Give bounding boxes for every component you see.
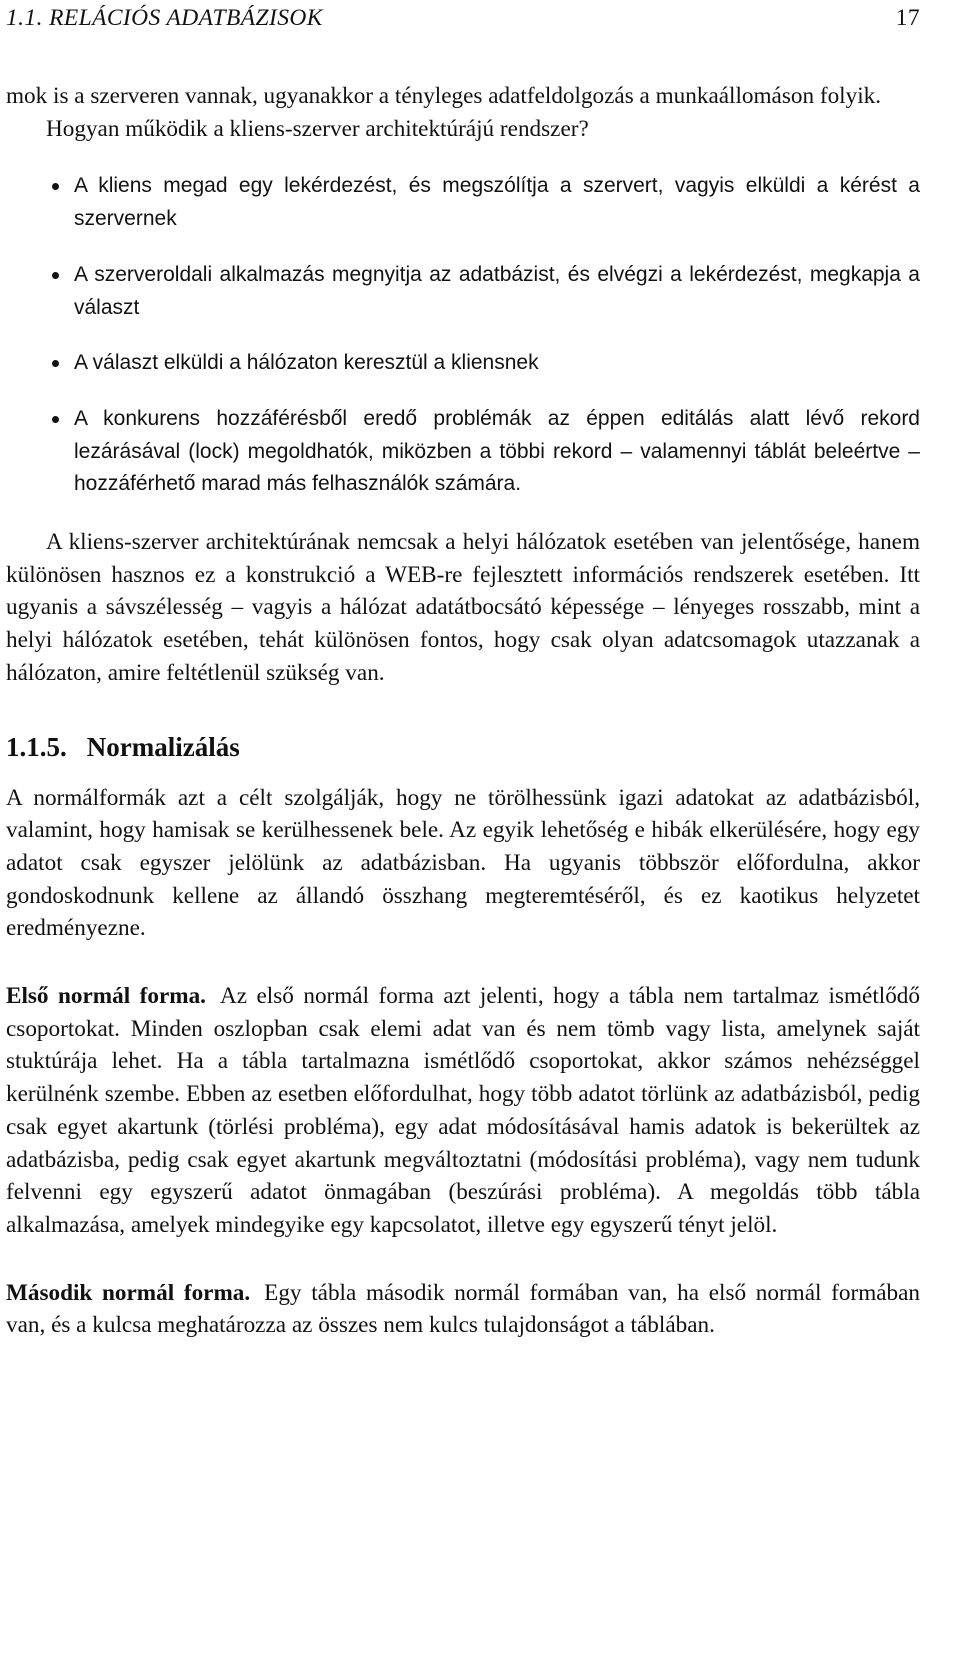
- page-number: 17: [895, 5, 920, 31]
- bullet-icon: [52, 272, 59, 279]
- paragraph-continuation: mok is a szerveren vannak, ugyanakkor a tényleges adatfeldolgozás a munkaállomáson folyik.: [6, 83, 882, 109]
- bullet-icon: [52, 416, 59, 423]
- section-title: Normalizálás: [86, 731, 240, 762]
- list-item: [6, 259, 920, 324]
- paragraph-second-normal-form: [6, 1277, 920, 1342]
- second-normal-form-text: Egy tábla második normál formában van, ha első normál formában van, és a kulcsa meghatározza az összes nem kulcs tulajdonságot a táblában.: [6, 1279, 920, 1339]
- paragraph-client-server: A kliens-szerver architektúrának nemcsak a helyi hálózatok esetében van jelentősége, hanem különösen hasznos ez a konstrukció a WEB-re fejlesztett információs rendszerek esetében. Itt ugyanis a sávszélesség – vagyis a hálózat adatátbocsátó képessége – lényeges rosszabb, mint a helyi hálózatok esetében, tehát különösen fontos, hogy csak olyan adatcsomagok utazzanak a hálózaton, amire feltétlenül szükség van.: [6, 529, 920, 686]
- first-normal-form-text: Az első normál forma azt jelenti, hogy a tábla nem tartalmaz ismétlődő csoportokat. Minden oszlopban csak elemi adat van és nem tömb vagy lista, amelynek saját stuktúrája lehet. Ha a tábla tartalmazna ismétlődő csoportokat, akkor számos nehézséggel kerülnénk szembe. Ebben az esetben előfordulhat, hogy több adatot törlünk az adatbázisból, pedig csak egyet akartunk (törlési probléma), egy adat módosításával hamis adatok is bekerültek az adatbázisba, pedig csak egyet akartunk megváltoztatni (módosítási probléma), vagy nem tudunk felvenni egy egyszerű adatot önmagában (beszúrási probléma). A megoldás több tábla alkalmazása, amelyek mindegyike egy kapcsolatot, illetve egy egyszerű tényt jelöl.: [6, 983, 920, 1238]
- list-item: [6, 170, 920, 235]
- bullet-icon: [52, 183, 59, 190]
- chapter-title: 1.1. RELÁCIÓS ADATBÁZISOK: [6, 5, 323, 31]
- list-item: [6, 347, 920, 380]
- bullet-icon: [52, 360, 59, 367]
- question-line: Hogyan működik a kliens-szerver architektúrájú rendszer?: [46, 115, 589, 142]
- bullet-list: [6, 170, 920, 501]
- section-heading: [6, 730, 920, 764]
- list-item-text: A szerveroldali alkalmazás megnyitja az adatbázist, és elvégzi a lekérdezést, megkapja a választ: [74, 262, 920, 319]
- list-item-text: A kliens megad egy lekérdezést, és megszólítja a szervert, vagyis elküldi a kérést a szervernek: [74, 174, 920, 231]
- second-normal-form-label: Második normál forma.: [6, 1279, 251, 1306]
- paragraph-normal-forms-intro: A normálformák azt a célt szolgálják, hogy ne törölhessünk igazi adatokat az adatbázisból, valamint, hogy hamisak se kerülhessenek bele. Az egyik lehetőség e hibák elkerülésére, hogy egy adatot csak egyszer jelölünk az adatbázisban. Ha ugyanis többször előfordulna, akkor gondoskodnunk kellene az állandó összhang megteremtéséről, és ez kaotikus helyzetet eredményezne.: [6, 784, 920, 942]
- list-item-text: A konkurens hozzáférésből eredő problémák az éppen editálás alatt lévő rekord lezárásával (lock) megoldhatók, miközben a többi rekord – valamennyi táblát beleértve – hozzáférhető marad más felhasználók számára.: [74, 406, 920, 496]
- paragraph-first-normal-form: [6, 980, 920, 1242]
- list-item-text: A választ elküldi a hálózaton keresztül a kliensnek: [74, 351, 539, 375]
- list-item: [6, 403, 920, 501]
- section-number: 1.1.5.: [6, 731, 67, 762]
- first-normal-form-label: Első normál forma.: [6, 983, 206, 1010]
- running-header: [6, 0, 920, 34]
